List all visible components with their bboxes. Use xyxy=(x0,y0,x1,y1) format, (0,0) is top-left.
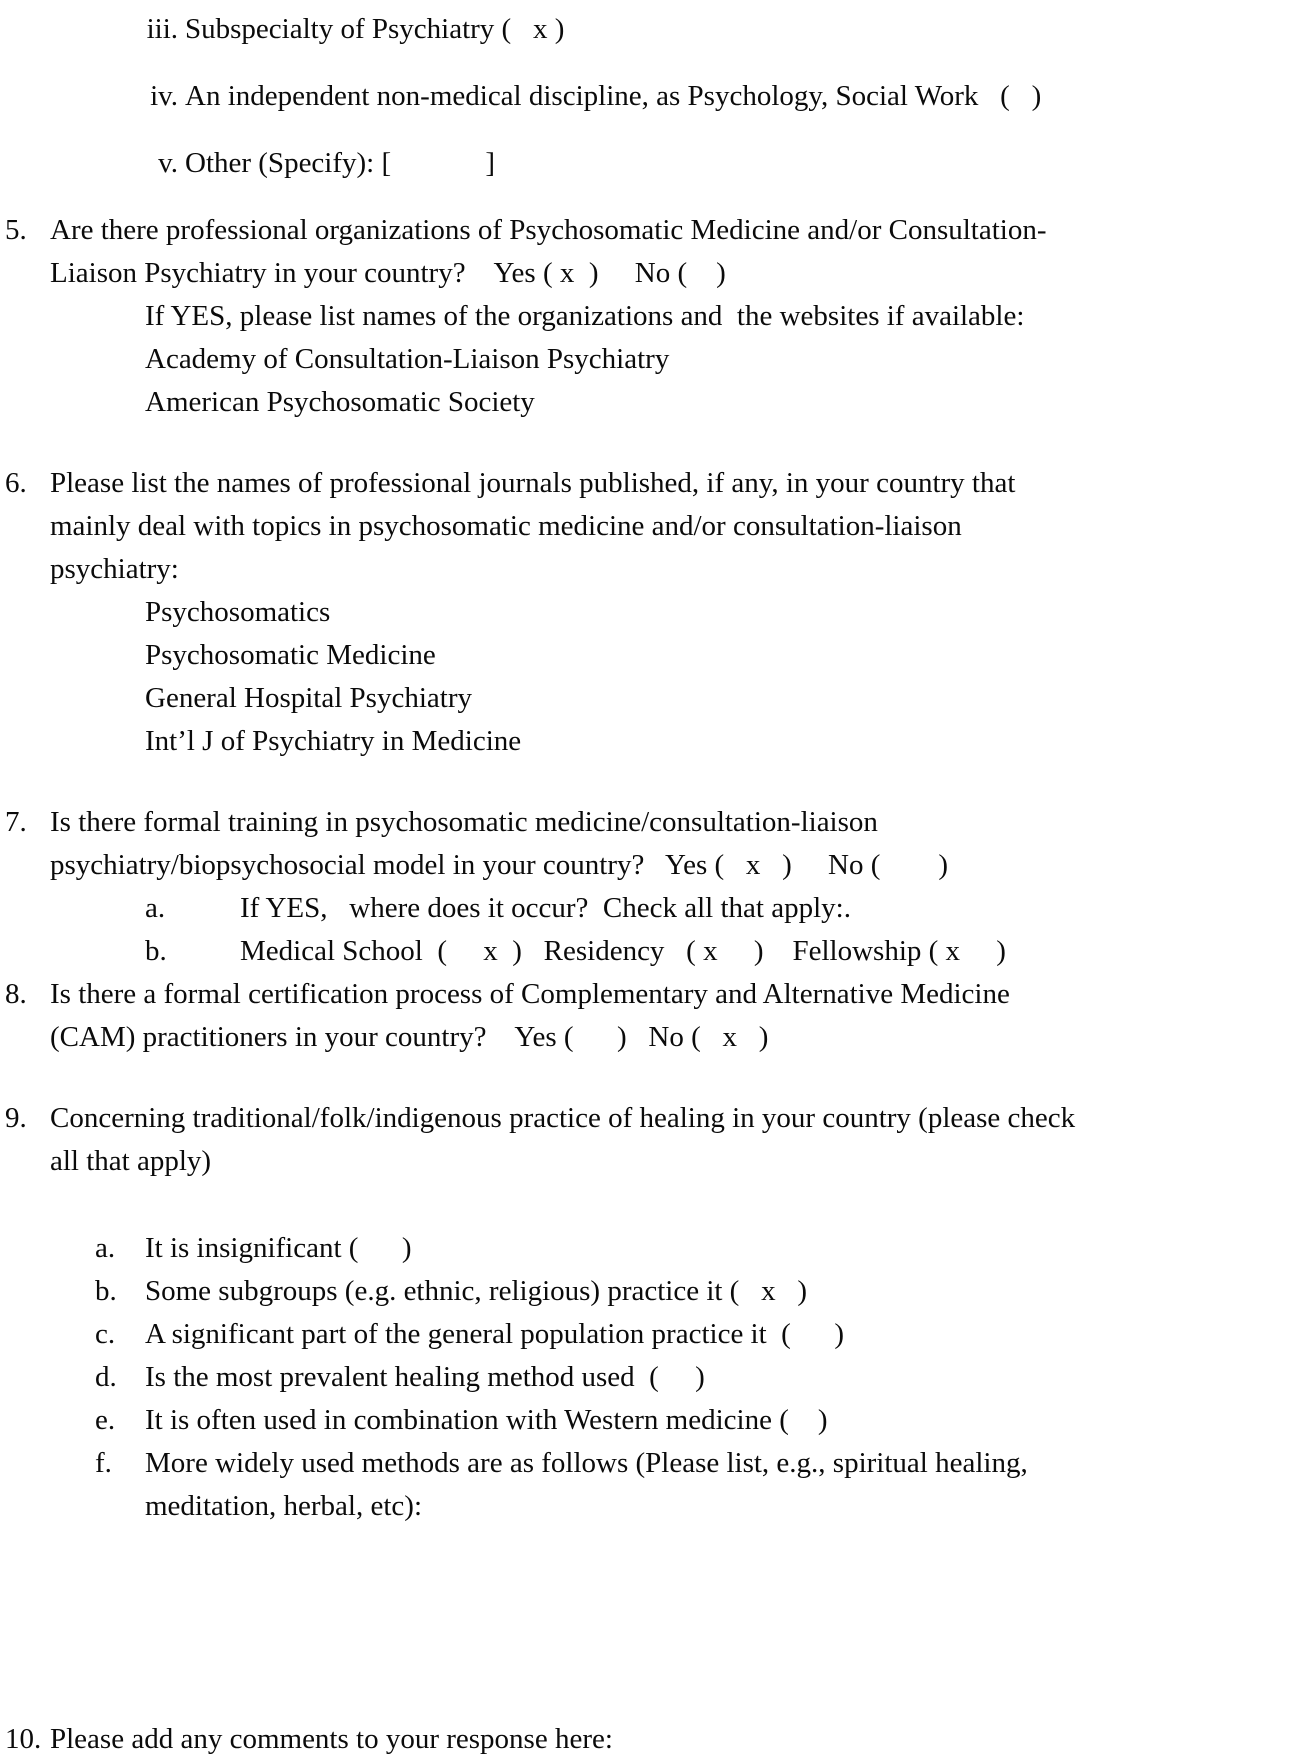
question-8-line1 xyxy=(0,973,1309,1016)
question-5-text1: Are there professional organizations of Psychosomatic Medicine and/or Consultation- xyxy=(50,214,1047,246)
question-7-line1 xyxy=(0,801,1309,844)
organization-name: Academy of Consultation-Liaison Psychiatry xyxy=(145,343,670,375)
question-9-option-e-text: It is often used in combination with Western medicine ( ) xyxy=(145,1404,828,1436)
journal-name: Int’l J of Psychiatry in Medicine xyxy=(145,725,522,757)
journal-name: Psychosomatic Medicine xyxy=(145,639,436,671)
item-v xyxy=(0,142,1309,185)
question-6-text2: mainly deal with topics in psychosomatic medicine and/or consultation-liaison xyxy=(50,510,962,542)
question-9-option-a-text: It is insignificant ( ) xyxy=(145,1232,412,1264)
question-6-text1: Please list the names of professional journals published, if any, in your country that xyxy=(50,467,1016,499)
question-9-option-f-text: More widely used methods are as follows (Please list, e.g., spiritual healing, xyxy=(145,1447,1028,1479)
question-5-text2: Liaison Psychiatry in your country? Yes ( x ) No ( ) xyxy=(50,257,726,289)
question-7-sub-b-text: Medical School ( x ) Residency ( x ) Fellowship ( x ) xyxy=(240,935,1006,967)
question-9-option-f-cont-text: meditation, herbal, etc): xyxy=(145,1490,423,1522)
question-8-text2: (CAM) practitioners in your country? Yes ( ) No ( x ) xyxy=(50,1021,769,1053)
question-9-option-e xyxy=(0,1399,1309,1442)
journal-name: Psychosomatics xyxy=(145,596,331,628)
question-6-journal-1 xyxy=(0,591,1309,634)
question-9-number: 9. xyxy=(5,1102,27,1134)
question-6-line2 xyxy=(0,505,1309,548)
question-9-text1: Concerning traditional/folk/indigenous practice of healing in your country (please check xyxy=(50,1102,1076,1134)
question-5-if-yes-text: If YES, please list names of the organizations and the websites if available: xyxy=(145,300,1025,332)
journal-name: General Hospital Psychiatry xyxy=(145,682,472,714)
organization-name: American Psychosomatic Society xyxy=(145,386,535,418)
question-6-line3 xyxy=(0,548,1309,591)
question-9-option-b-label: b. xyxy=(95,1275,117,1307)
question-9-option-d xyxy=(0,1356,1309,1399)
question-9-option-d-text: Is the most prevalent healing method used ( ) xyxy=(145,1361,705,1393)
question-6-number: 6. xyxy=(5,467,27,499)
question-6-line1 xyxy=(0,462,1309,505)
question-5-number: 5. xyxy=(5,214,27,246)
question-7-text2: psychiatry/biopsychosocial model in your country? Yes ( x ) No ( ) xyxy=(50,849,949,881)
question-6-journal-2 xyxy=(0,634,1309,677)
question-7-number: 7. xyxy=(5,806,27,838)
question-7-sub-a-text: If YES, where does it occur? Check all that apply:. xyxy=(240,892,851,924)
question-9-option-b-text: Some subgroups (e.g. ethnic, religious) practice it ( x ) xyxy=(145,1275,808,1307)
question-7-text1: Is there formal training in psychosomatic medicine/consultation-liaison xyxy=(50,806,878,838)
question-7-line2 xyxy=(0,844,1309,887)
question-9-option-a xyxy=(0,1227,1309,1270)
item-v-text: Other (Specify): [ ] xyxy=(185,147,496,179)
question-9-option-c-label: c. xyxy=(95,1318,116,1350)
question-9-option-c-text: A significant part of the general population practice it ( ) xyxy=(145,1318,844,1350)
question-9-option-f-continuation xyxy=(0,1485,1309,1528)
question-5-organization-1 xyxy=(0,338,1309,381)
question-6-journal-4 xyxy=(0,720,1309,763)
item-iv xyxy=(0,75,1309,118)
item-iii xyxy=(0,8,1309,51)
question-5-if-yes xyxy=(0,295,1309,338)
question-9-line1 xyxy=(0,1097,1309,1140)
question-9-option-a-label: a. xyxy=(95,1232,116,1264)
question-6-journal-3 xyxy=(0,677,1309,720)
question-9-line2 xyxy=(0,1140,1309,1183)
item-iv-label: iv. xyxy=(150,80,178,112)
question-10-line1 xyxy=(0,1718,1309,1759)
question-7-sub-b xyxy=(0,930,1309,973)
question-9-text2: all that apply) xyxy=(50,1145,212,1177)
item-iii-label: iii. xyxy=(146,13,178,45)
question-8-text1: Is there a formal certification process of Complementary and Alternative Medicine xyxy=(50,978,1010,1010)
item-iv-text: An independent non-medical discipline, as Psychology, Social Work ( ) xyxy=(185,80,1042,112)
question-10-text1: Please add any comments to your response here: xyxy=(50,1723,613,1755)
question-10-number: 10. xyxy=(5,1723,42,1755)
question-5-organization-2 xyxy=(0,381,1309,424)
question-9-option-d-label: d. xyxy=(95,1361,117,1393)
question-6-text3: psychiatry: xyxy=(50,553,179,585)
question-8-line2 xyxy=(0,1016,1309,1059)
item-v-label: v. xyxy=(158,147,178,179)
question-9-option-e-label: e. xyxy=(95,1404,116,1436)
question-8-number: 8. xyxy=(5,978,27,1010)
question-9-option-f xyxy=(0,1442,1309,1485)
question-9-option-b xyxy=(0,1270,1309,1313)
question-5-line1 xyxy=(0,209,1309,252)
question-7-sub-a-label: a. xyxy=(145,892,166,924)
question-5-line2 xyxy=(0,252,1309,295)
question-9-option-f-label: f. xyxy=(95,1447,112,1479)
question-7-sub-a xyxy=(0,887,1309,930)
question-9-option-c xyxy=(0,1313,1309,1356)
item-iii-text: Subspecialty of Psychiatry ( x ) xyxy=(185,13,565,45)
question-7-sub-b-label: b. xyxy=(145,935,167,967)
